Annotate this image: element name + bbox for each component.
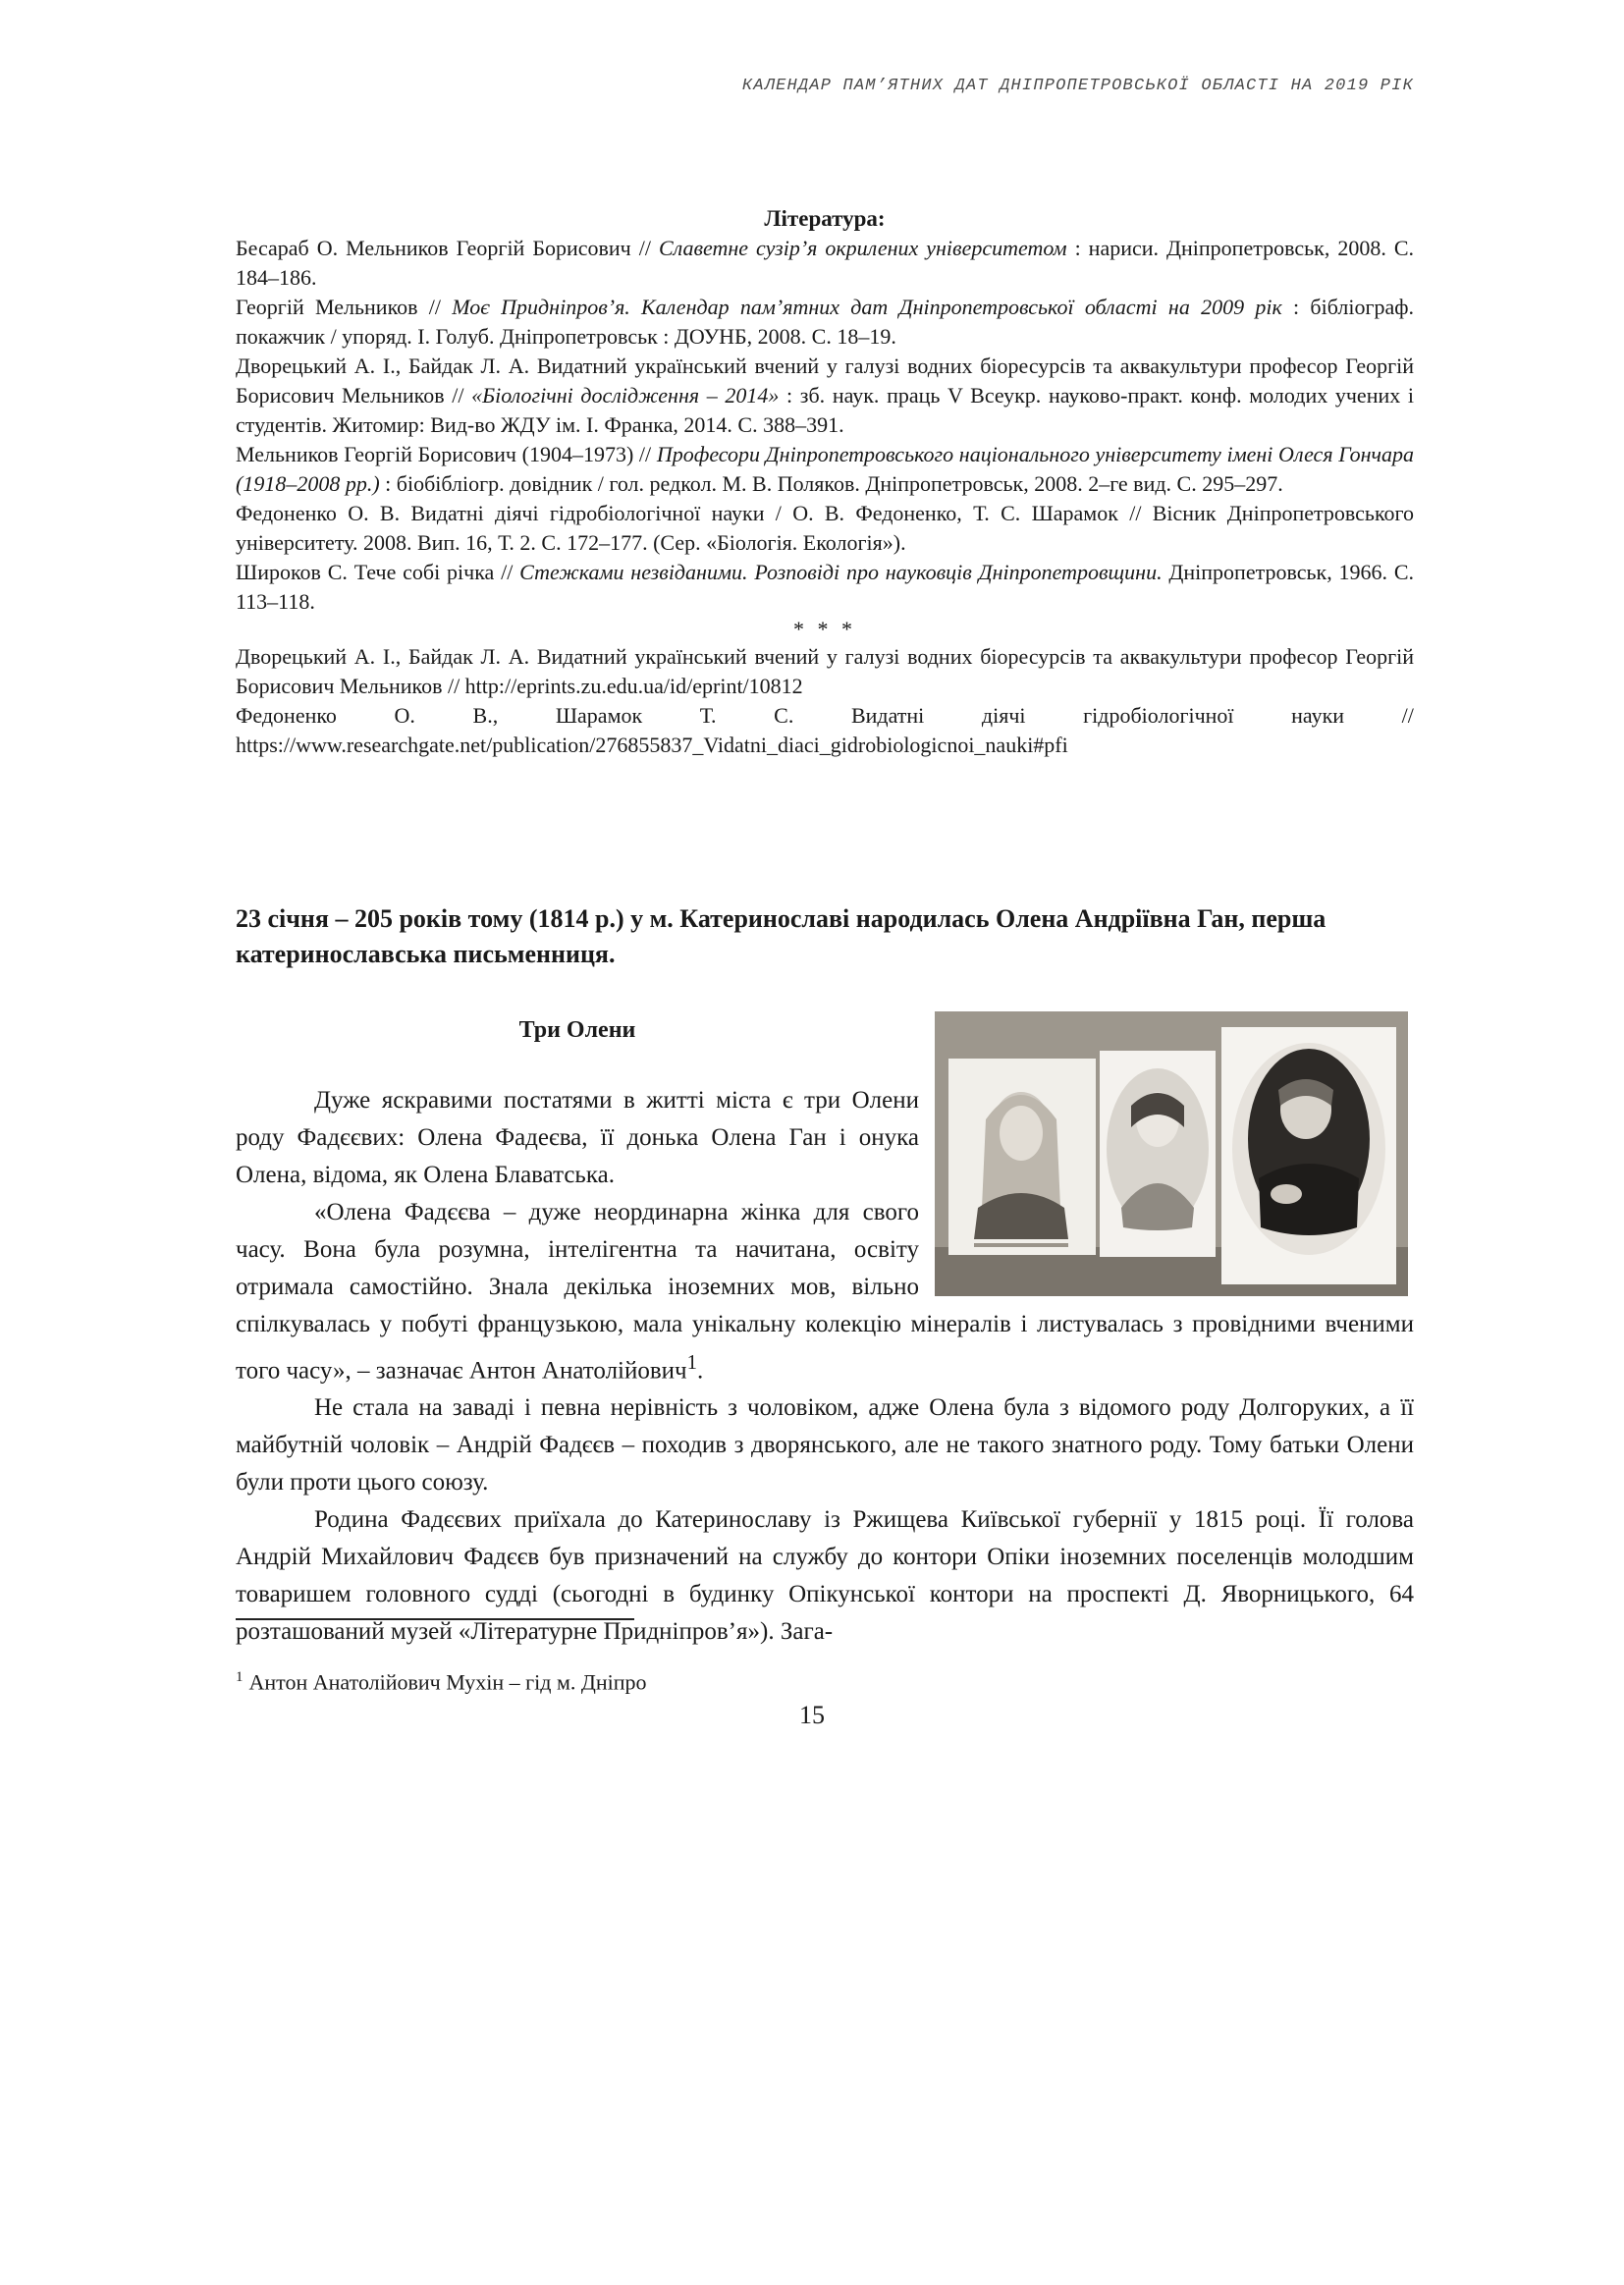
article-subtitle: Три Олени bbox=[518, 1017, 636, 1043]
page-number: 15 bbox=[799, 1701, 825, 1729]
running-header: КАЛЕНДАР ПАМ’ЯТНИХ ДАТ ДНІПРОПЕТРОВСЬКОЇ ОБЛАСТІ НА 2019 РІК bbox=[741, 77, 1414, 95]
footnote-divider bbox=[236, 1618, 634, 1620]
reference: Мельников Георгій Борисович (1904–1973) // Професори Дніпропетровського національного університету імені Олеся Гончара (1918–2008 рр.) : біобібліогр. довідник / гол. редкол. М. В. Поляков. Дніпропетровськ, 2008. 2–ге вид. С. 295–297. bbox=[236, 442, 1414, 496]
online-reference-url: https://www.researchgate.net/publication/276855837_Vidatni_diaci_gidrobiologicnoi_nauki#pfi bbox=[236, 733, 1068, 757]
paragraph: Не стала на заваді і певна нерівність з чоловіком, адже Олена була з відомого роду Долгоруких, а її майбутній чоловік – Андрій Фадєєв – походив з дворянського, але не такого знатного роду. Тому батьки Олени були проти цього союзу. bbox=[236, 1394, 1414, 1496]
online-reference-2-line: Федоненко О. В., Шарамок Т. С. Видатні діячі гідробіологічної науки // bbox=[236, 703, 1414, 728]
literature-section bbox=[236, 204, 1414, 760]
reference: Широков С. Тече собі річка // Стежками незвіданими. Розповіді про науковців Дніпропетровщини. Дніпропетровськ, 1966. С. 113–118. bbox=[236, 560, 1414, 614]
reference: Дворецький А. І., Байдак Л. А. Видатний український вчений у галузі водних біоресурсів та аквакультури професор Георгій Борисович Мельников // «Біологічні дослідження – 2014» : зб. наук. праць V Всеукр. науково-практ. конф. молодих учених і студентів. Житомир: Вид-во ЖДУ ім. І. Франка, 2014. С. 388–391. bbox=[236, 354, 1414, 437]
reference: Бесараб О. Мельников Георгій Борисович // Славетне сузір’я окрилених університетом : нариси. Дніпропетровськ, 2008. С. 184–186. bbox=[236, 236, 1415, 290]
literature-title: Література: bbox=[764, 206, 886, 231]
photo-placeholder bbox=[919, 1006, 1414, 1300]
paragraph: Дуже яскравими постатями в житті міста є три Олени роду Фадєєвих: Олена Фадеєва, її донька Олена Ган і онука Олена, відома, як Олена Блаватська. bbox=[236, 1087, 919, 1188]
reference: Федоненко О. В. Видатні діячі гідробіологічної науки / О. В. Федоненко, Т. С. Шарамок // Вісник Дніпропетровського університету. 2008. Вип. 16, Т. 2. С. 172–177. (Сер. «Біологія. Екологія»). bbox=[236, 501, 1414, 555]
paragraph: «Олена Фадєєва – дуже неординарна жінка для свого часу. Вона була розумна, інтелігентна та начитана, освіту отримала самостійно. Знала декілька іноземних мов, вільно спілкувалась у побуті французькою, мала унікальну колекцію мінералів і листувалась з провідними вченими того часу», – зазначає Антон Анатолійович$^1$. bbox=[236, 1199, 1414, 1385]
footnote: $^1$ Антон Анатолійович Мухін – гід м. Дніпро bbox=[236, 1669, 647, 1695]
online-reference: Дворецький А. І., Байдак Л. А. Видатний український вчений у галузі водних біоресурсів та аквакультури професор Георгій Борисович Мельников // http://eprints.zu.edu.ua/id/eprint/10812 bbox=[236, 644, 1414, 698]
article-body bbox=[236, 1006, 1414, 1651]
separator: * * * bbox=[793, 617, 856, 641]
section-heading: 23 січня – 205 років тому (1814 р.) у м. Катеринославі народилась Олена Андріївна Ган, перша катеринославська письменниця. bbox=[236, 904, 1326, 968]
paragraph: Родина Фадєєвих приїхала до Катеринославу із Ржищева Київської губернії у 1815 році. Її голова Андрій Михайлович Фадєєв був призначений на службу до контори Опіки іноземних поселенців молодшим товаришем головного судді (сьогодні в будинку Опікунської контори на проспекті Д. Яворницького, 64 розташований музей «Літературне Придніпров’я»). Зага- bbox=[236, 1506, 1414, 1646]
footnote-ref: 1 bbox=[686, 1350, 698, 1374]
reference: Георгій Мельников // Моє Придніпров’я. Календар пам’ятних дат Дніпропетровської області на 2009 рік : бібліограф. покажчик / упоряд. І. Голуб. Дніпропетровськ : ДОУНБ, 2008. С. 18–19. bbox=[236, 295, 1414, 349]
